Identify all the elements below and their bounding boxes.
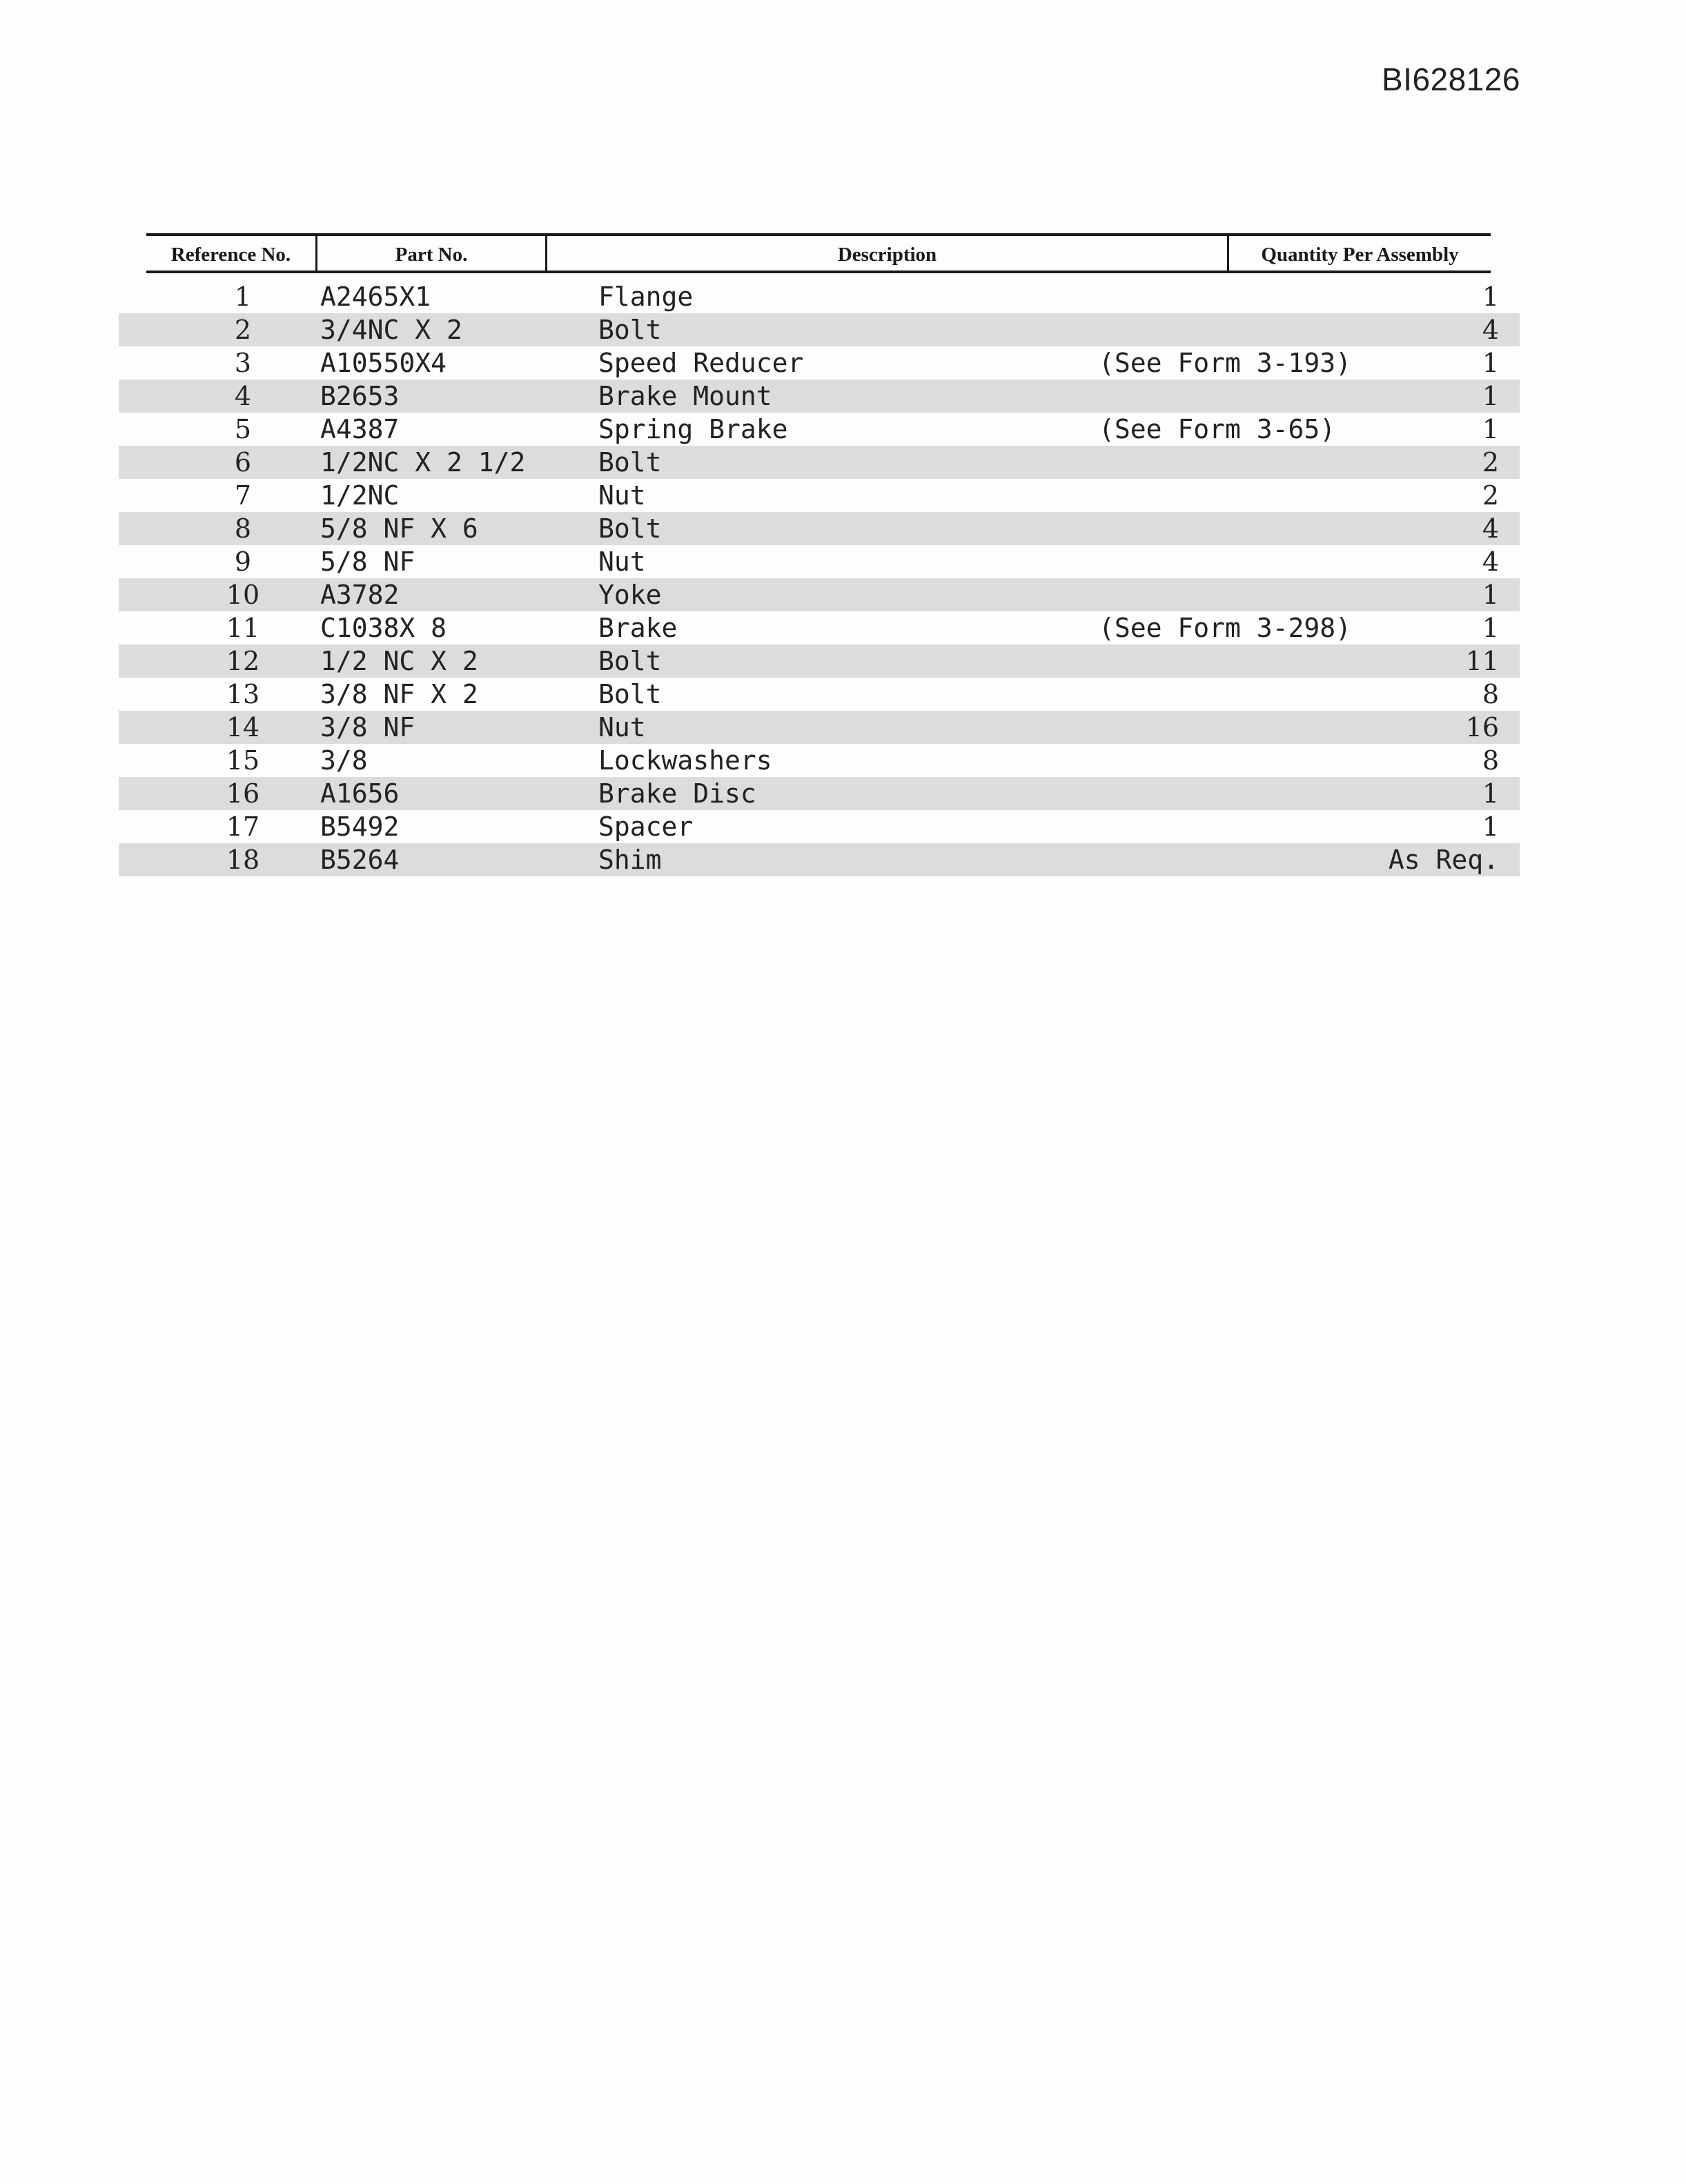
quantity-cell <box>1382 479 1520 512</box>
description-cell: Shim <box>598 845 662 875</box>
quantity-cell-text: 1 <box>1482 580 1499 610</box>
quantity-cell-text: 1 <box>1482 348 1499 378</box>
table-row <box>119 744 1520 777</box>
description-cell: Spring Brake <box>598 414 788 444</box>
description-cell: Lockwashers <box>598 745 772 776</box>
part-no-cell: 3/8 <box>320 745 368 776</box>
document-id: BI628126 <box>1382 61 1520 97</box>
reference-no-cell-text: 2 <box>234 315 252 345</box>
part-no-cell: 3/4NC X 2 <box>320 315 462 345</box>
description-cell: Nut <box>598 547 646 577</box>
quantity-cell <box>1382 678 1520 711</box>
description-cell: Spacer <box>598 811 694 842</box>
quantity-cell-text: As Req. <box>1388 845 1499 875</box>
reference-no-cell-text: 17 <box>226 811 260 842</box>
table-row <box>119 512 1520 545</box>
table-row <box>119 711 1520 744</box>
quantity-cell-text: 16 <box>1465 712 1499 742</box>
quantity-cell-text: 1 <box>1482 613 1499 643</box>
part-no-cell: 1/2 NC X 2 <box>320 646 478 676</box>
table-row <box>119 313 1520 346</box>
table-row <box>119 380 1520 413</box>
reference-no-cell-text: 16 <box>226 778 260 809</box>
quantity-cell <box>1382 777 1520 810</box>
quantity-cell <box>1382 313 1520 346</box>
part-no-cell: B5492 <box>320 811 400 842</box>
quantity-cell <box>1382 545 1520 578</box>
reference-no-cell-text: 15 <box>226 745 260 776</box>
reference-no-cell-text: 9 <box>234 547 252 577</box>
quantity-cell <box>1382 744 1520 777</box>
reference-no-cell-text: 13 <box>226 679 260 709</box>
form-reference-cell: (See Form 3-193) <box>1099 348 1352 378</box>
quantity-cell-text: 1 <box>1482 778 1499 809</box>
quantity-cell-text: 4 <box>1482 547 1499 577</box>
description-cell: Bolt <box>598 646 662 676</box>
description-cell: Brake <box>598 613 678 643</box>
parts-table <box>146 233 1499 875</box>
reference-no-cell-text: 18 <box>226 845 260 875</box>
quantity-cell-text: 1 <box>1482 414 1499 444</box>
quantity-cell <box>1382 413 1520 446</box>
quantity-cell <box>1382 645 1520 678</box>
part-no-cell: B5264 <box>320 845 400 875</box>
part-no-cell: A3782 <box>320 580 400 610</box>
table-row <box>119 545 1520 578</box>
header-description: Description <box>837 244 937 266</box>
reference-no-cell-text: 7 <box>234 480 252 511</box>
table-row <box>119 578 1520 611</box>
description-cell: Yoke <box>598 580 662 610</box>
table-row <box>119 810 1520 843</box>
table-row <box>119 777 1520 810</box>
header-reference-no: Reference No. <box>170 244 291 266</box>
reference-no-cell-text: 10 <box>226 580 260 610</box>
table-row <box>119 346 1520 380</box>
quantity-cell-text: 2 <box>1482 447 1499 478</box>
table-row <box>119 843 1520 876</box>
quantity-cell <box>1382 810 1520 843</box>
reference-no-cell-text: 4 <box>234 381 252 411</box>
quantity-cell <box>1382 280 1520 313</box>
description-cell: Bolt <box>598 447 662 478</box>
quantity-cell <box>1382 446 1520 479</box>
quantity-cell-text: 1 <box>1482 282 1499 312</box>
part-no-cell: C1038X 8 <box>320 613 447 643</box>
part-no-cell: 5/8 NF <box>320 547 415 577</box>
header-part-no: Part No. <box>395 244 468 266</box>
table-row <box>119 611 1520 645</box>
table-row <box>119 645 1520 678</box>
quantity-cell-text: 8 <box>1482 679 1499 709</box>
description-cell: Bolt <box>598 315 662 345</box>
table-header <box>146 233 1491 273</box>
reference-no-cell-text: 8 <box>234 513 252 544</box>
quantity-cell <box>1382 380 1520 413</box>
table-row <box>119 446 1520 479</box>
quantity-cell-text: 8 <box>1482 745 1499 776</box>
reference-no-cell-text: 1 <box>234 282 252 312</box>
quantity-cell-text: 4 <box>1482 513 1499 544</box>
part-no-cell: 1/2NC X 2 1/2 <box>320 447 526 478</box>
part-no-cell: 1/2NC <box>320 480 400 511</box>
quantity-cell <box>1382 711 1520 744</box>
part-no-cell: 3/8 NF <box>320 712 415 742</box>
quantity-cell <box>1382 843 1520 876</box>
table-row <box>119 413 1520 446</box>
form-reference-cell: (See Form 3-298) <box>1099 613 1352 643</box>
quantity-cell <box>1382 346 1520 380</box>
quantity-cell <box>1382 512 1520 545</box>
part-no-cell: A1656 <box>320 778 400 809</box>
part-no-cell: A10550X4 <box>320 348 447 378</box>
part-no-cell: A2465X1 <box>320 282 431 312</box>
reference-no-cell-text: 11 <box>226 613 260 643</box>
table-row <box>119 479 1520 512</box>
part-no-cell: B2653 <box>320 381 400 411</box>
quantity-cell <box>1382 611 1520 645</box>
form-reference-cell: (See Form 3-65) <box>1099 414 1336 444</box>
description-cell: Nut <box>598 480 646 511</box>
reference-no-cell-text: 5 <box>234 414 252 444</box>
table-body <box>119 280 1520 876</box>
table-row <box>119 280 1520 313</box>
header-quantity-per-assembly: Quantity Per Assembly <box>1261 244 1459 266</box>
description-cell: Speed Reducer <box>598 348 804 378</box>
quantity-cell-text: 1 <box>1482 811 1499 842</box>
part-no-cell: 5/8 NF X 6 <box>320 513 478 544</box>
description-cell: Flange <box>598 282 694 312</box>
quantity-cell-text: 2 <box>1482 480 1499 511</box>
quantity-cell-text: 1 <box>1482 381 1499 411</box>
quantity-cell-text: 11 <box>1465 646 1499 676</box>
reference-no-cell-text: 12 <box>226 646 260 676</box>
reference-no-cell-text: 3 <box>234 348 252 378</box>
description-cell: Brake Disc <box>598 778 756 809</box>
quantity-cell-text: 4 <box>1482 315 1499 345</box>
quantity-cell <box>1382 578 1520 611</box>
description-cell: Brake Mount <box>598 381 772 411</box>
description-cell: Bolt <box>598 513 662 544</box>
reference-no-cell-text: 14 <box>226 712 260 742</box>
description-cell: Nut <box>598 712 646 742</box>
reference-no-cell-text: 6 <box>234 447 252 478</box>
description-cell: Bolt <box>598 679 662 709</box>
part-no-cell: A4387 <box>320 414 400 444</box>
table-row <box>119 678 1520 711</box>
part-no-cell: 3/8 NF X 2 <box>320 679 478 709</box>
